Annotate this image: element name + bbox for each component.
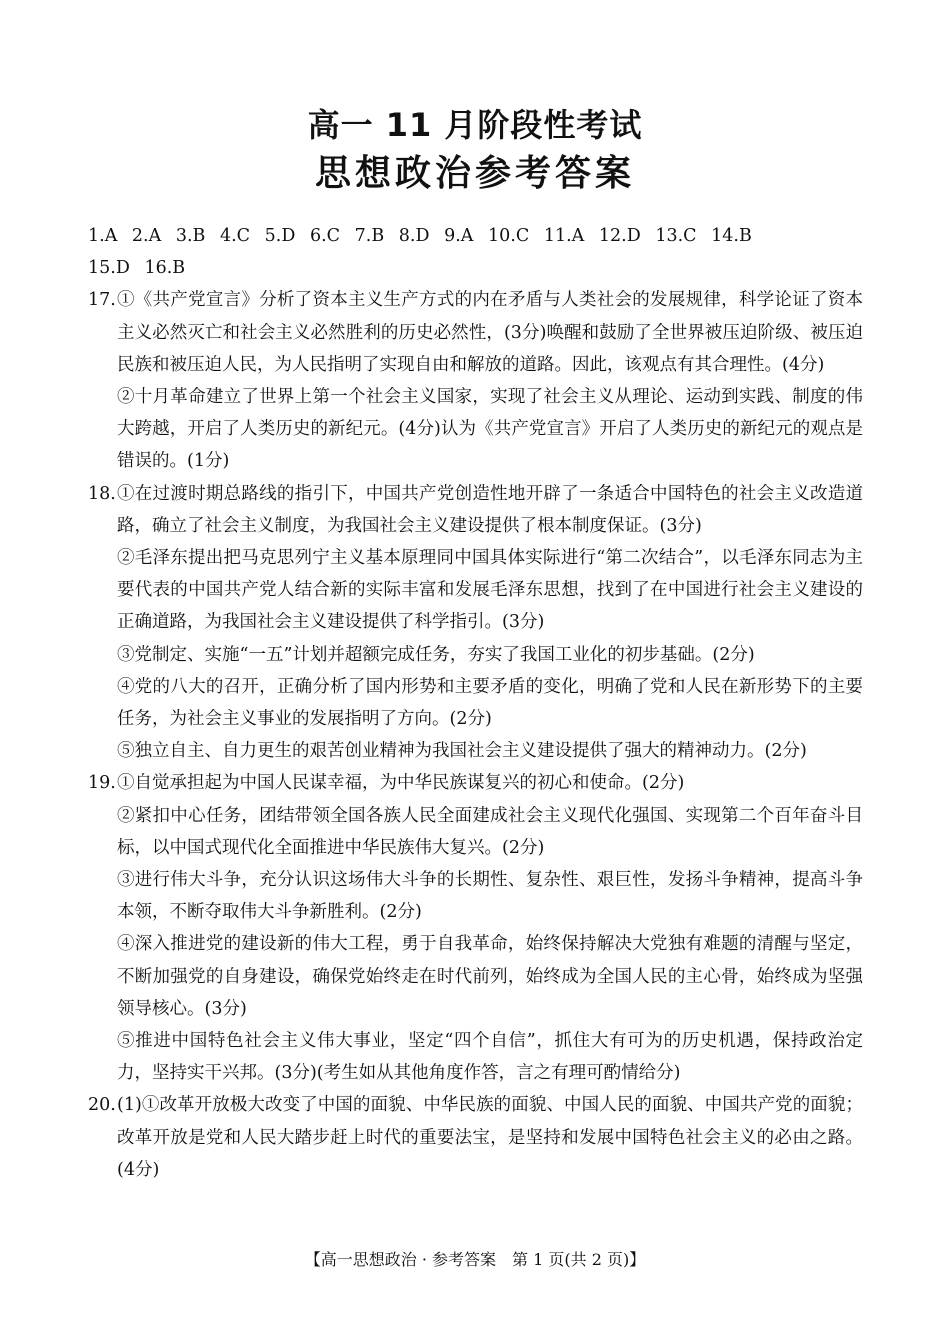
mc-answer: 11.A: [543, 226, 585, 246]
answer-point: ②紧扣中心任务，团结带领全国各族人民全面建成社会主义现代化强国、实现第二个百年奋斗目标，以中国式现代化全面推进中华民族伟大复兴。(2分): [117, 805, 863, 858]
answer-point: (1)①改革开放极大改变了中国的面貌、中华民族的面貌、中国人民的面貌、中国共产党的面貌；改革开放是党和人民大踏步赶上时代的重要法宝，是坚持和发展中国特色社会主义的必由之路。(4分): [117, 1095, 863, 1180]
page-footer: 【高一思想政治 · 参考答案 第 1 页(共 2 页)】: [304, 1250, 646, 1269]
question-20-answer: [88, 1089, 863, 1186]
answer-point: ①自觉承担起为中国人民谋幸福，为中华民族谋复兴的初心和使命。(2分): [117, 773, 685, 794]
answer-point: ④党的八大的召开，正确分析了国内形势和主要矛盾的变化，明确了党和人民在新形势下的主要任务，为社会主义事业的发展指明了方向。(2分): [117, 676, 863, 730]
mc-answer: 16.B: [144, 258, 186, 279]
page-subtitle: 思想政治参考答案: [314, 153, 635, 194]
answer-point: ⑤推进中国特色社会主义伟大事业，坚定“四个自信”，抓住大有可为的历史机遇，保持政治定力，坚持实干兴邦。(3分)(考生如从其他角度作答，言之有理可酌情给分): [117, 1031, 863, 1084]
mc-answer: 9.A: [444, 226, 474, 246]
mc-answer: 3.B: [175, 226, 206, 246]
mc-answer: 15.D: [88, 258, 130, 279]
page-title: 高一 11 月阶段性考试: [307, 106, 643, 144]
multiple-choice-answers: [88, 220, 863, 284]
question-number: 19.: [88, 773, 116, 794]
mc-answer: 7.B: [354, 226, 385, 246]
mc-answer: 6.C: [309, 226, 341, 246]
answer-point: ②十月革命建立了世界上第一个社会主义国家，实现了社会主义从理论、运动到实践、制度的伟大跨越，开启了人类历史的新纪元。(4分)认为《共产党宣言》开启了人类历史的新纪元的观点是错误的。(1分): [117, 387, 863, 472]
question-number: 17.: [88, 290, 116, 311]
answer-point: ⑤独立自主、自力更生的艰苦创业精神为我国社会主义建设提供了强大的精神动力。(2分): [117, 741, 807, 762]
mc-answer: 10.C: [488, 226, 530, 246]
mc-answer: 5.D: [264, 226, 296, 246]
question-number: 20.: [88, 1095, 116, 1116]
question-18-answer: [88, 478, 863, 768]
mc-answer: 13.C: [655, 226, 697, 246]
answer-point: ③进行伟大斗争，充分认识这场伟大斗争的长期性、复杂性、艰巨性，发扬斗争精神，提高斗争本领，不断夺取伟大斗争新胜利。(2分): [117, 870, 863, 923]
answer-body: [88, 220, 863, 1186]
answer-point: ④深入推进党的建设新的伟大工程，勇于自我革命，始终保持解决大党独有难题的清醒与坚定，不断加强党的自身建设，确保党始终走在时代前列，始终成为全国人民的主心骨，始终成为坚强领导核心。(3分): [117, 934, 863, 1019]
question-19-answer: [88, 767, 863, 1089]
mc-answer: 14.B: [711, 226, 752, 246]
mc-answer: 1.A: [88, 226, 118, 246]
answer-point: ②毛泽东提出把马克思列宁主义基本原理同中国具体实际进行“第二次结合”，以毛泽东同志为主要代表的中国共产党人结合新的实际丰富和发展毛泽东思想，找到了在中国进行社会主义建设的正确道路，为我国社会主义建设提供了科学指引。(3分): [117, 548, 863, 633]
question-17-answer: [88, 284, 863, 477]
mc-answer: 4.C: [219, 226, 251, 246]
answer-point: ①《共产党宣言》分析了资本主义生产方式的内在矛盾与人类社会的发展规律，科学论证了资本主义必然灭亡和社会主义必然胜利的历史必然性，(3分)唤醒和鼓励了全世界被压迫阶级、被压迫民族和被压迫人民，为人民指明了实现自由和解放的道路。因此，该观点有其合理性。(4分): [117, 290, 863, 375]
mc-answer: 2.A: [131, 226, 162, 246]
mc-answer: 12.D: [598, 226, 641, 246]
answer-point: ①在过渡时期总路线的指引下，中国共产党创造性地开辟了一条适合中国特色的社会主义改造道路，确立了社会主义制度，为我国社会主义建设提供了根本制度保证。(3分): [117, 483, 863, 536]
question-number: 18.: [88, 483, 116, 504]
mc-answer: 8.D: [398, 226, 430, 246]
answer-point: ③党制定、实施“一五”计划并超额完成任务，夯实了我国工业化的初步基础。(2分): [117, 644, 755, 665]
